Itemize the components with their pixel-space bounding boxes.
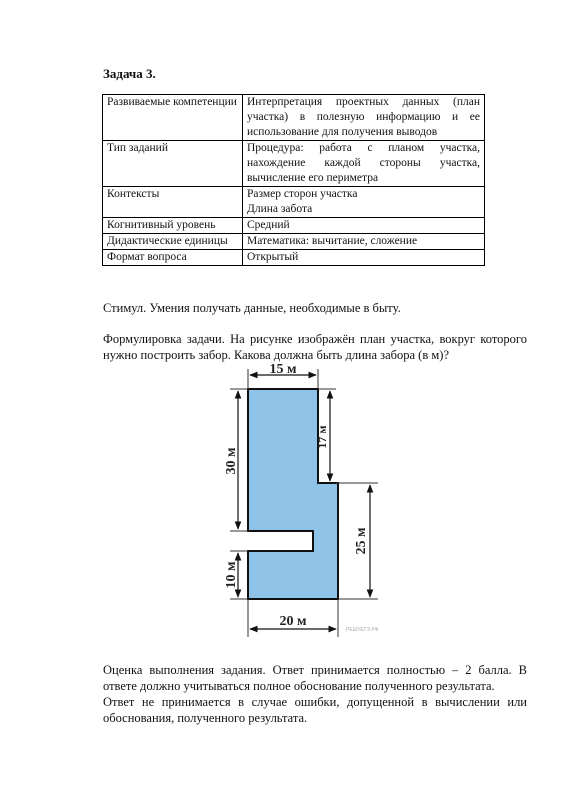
- row-value: Процедура: работа с планом участка, нахождение каждой стороны участка, вычисление его периметра: [243, 141, 485, 187]
- dim-lower-left-label: 10 м: [224, 561, 239, 589]
- table-row: [103, 250, 485, 266]
- row-label: Контексты: [103, 187, 243, 218]
- table-row: [103, 141, 485, 187]
- stimulus-text: Стимул. Умения получать данные, необходимые в быту.: [103, 301, 401, 315]
- plot-plan-figure: [212, 361, 402, 654]
- competency-table: [102, 94, 485, 266]
- context-line-2: Длина забота: [247, 203, 313, 215]
- task-statement: Формулировка задачи. На рисунке изображён план участка, вокруг которого нужно построить забор. Какова должна быть длина забора (в м)?: [103, 332, 527, 362]
- dim-top-label: 15 м: [269, 362, 297, 377]
- dim-right-label: 25 м: [354, 527, 369, 555]
- plot-shape: [248, 389, 338, 599]
- row-label: Развиваемые компетенции: [103, 95, 243, 141]
- row-label: Тип заданий: [103, 141, 243, 187]
- row-value: [243, 187, 485, 218]
- watermark-text: РЕШУЕГЭ.РФ: [346, 627, 379, 633]
- task-heading: Задача 3.: [103, 66, 156, 81]
- table-row: [103, 187, 485, 218]
- row-value: Математика: вычитание, сложение: [243, 234, 485, 250]
- dim-left-label: 30 м: [224, 447, 239, 475]
- table-row: [103, 95, 485, 141]
- table-row: [103, 218, 485, 234]
- row-value: Открытый: [243, 250, 485, 266]
- grading-text-2: Ответ не принимается в случае ошибки, допущенной в вычислении или обоснования, полученного результата.: [103, 695, 527, 725]
- table-row: [103, 234, 485, 250]
- row-label: Дидактические единицы: [103, 234, 243, 250]
- plot-plan-svg: [212, 361, 402, 649]
- grading-text-1: Оценка выполнения задания. Ответ принимается полностью – 2 балла. В ответе должно учитываться полное обоснование полученного результата.: [103, 663, 527, 693]
- row-value: Средний: [243, 218, 485, 234]
- dim-bottom-label: 20 м: [279, 614, 307, 629]
- row-value: Интерпретация проектных данных (план участка) в полезную информацию и ее использование для получения выводов: [243, 95, 485, 141]
- context-line-1: Размер сторон участка: [247, 188, 358, 200]
- row-label: Формат вопроса: [103, 250, 243, 266]
- row-label: Когнитивный уровень: [103, 218, 243, 234]
- dim-notch-label: 17 м: [315, 425, 329, 449]
